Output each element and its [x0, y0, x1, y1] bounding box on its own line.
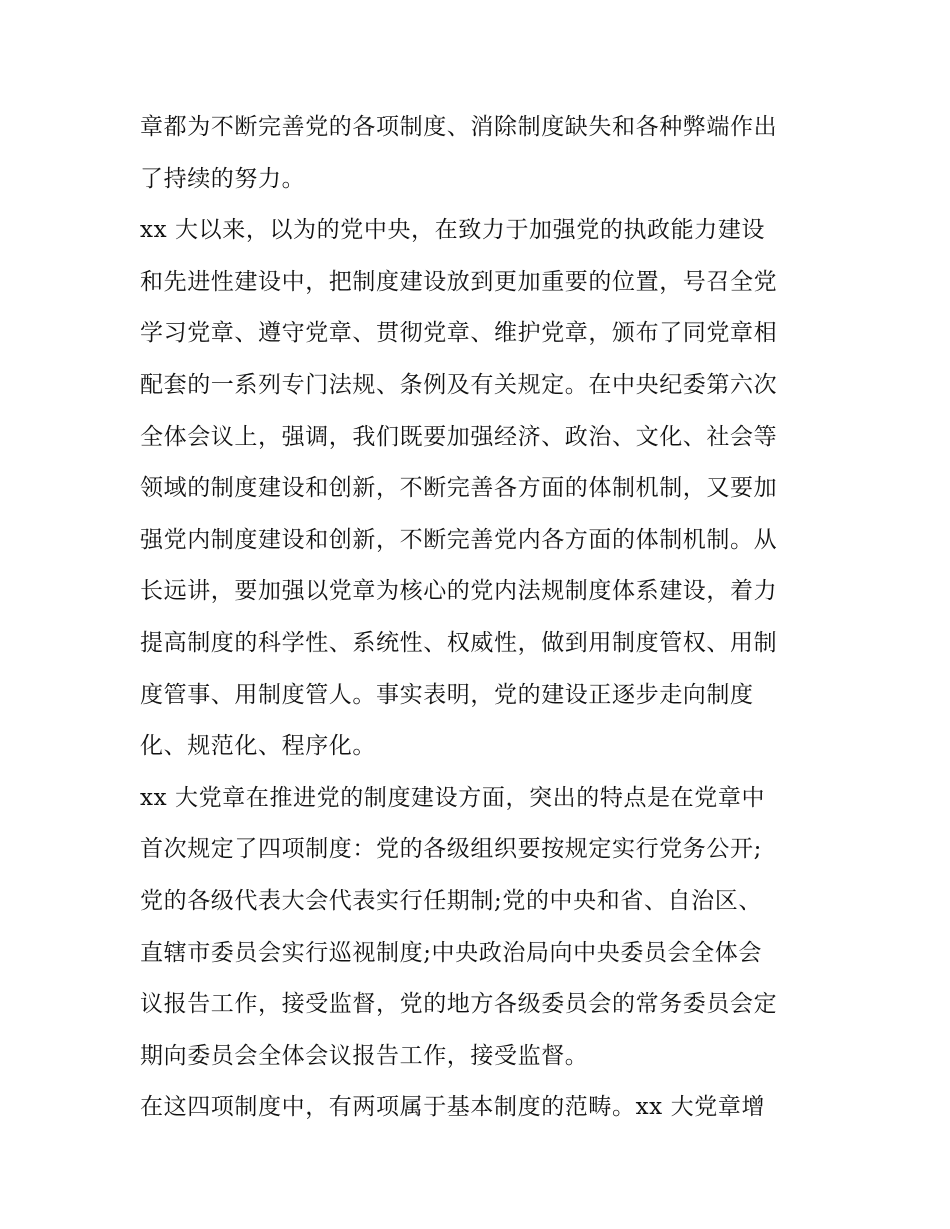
text-line: 化、规范化、程序化。	[140, 733, 376, 760]
text-line: 度管事、用制度管人。事实表明，党的建设正逐步走向制度	[140, 681, 754, 708]
text-line: 首次规定了四项制度：党的各级组织要按规定实行党务公开;	[140, 836, 762, 863]
text-line: 了持续的努力。	[140, 165, 306, 192]
text-line: 提高制度的科学性、系统性、权威性，做到用制度管权、用制	[140, 629, 778, 656]
text-line: xx 大以来，以为的党中央，在致力于加强党的执政能力建设	[140, 217, 766, 244]
text-line: 全体会议上，强调，我们既要加强经济、政治、文化、社会等	[140, 423, 778, 450]
text-line: 章都为不断完善党的各项制度、消除制度缺失和各种弊端作出	[140, 114, 778, 140]
text-line: 在这四项制度中，有两项属于基本制度的范畴。xx 大党章增	[140, 1094, 766, 1121]
text-line: 领域的制度建设和创新，不断完善各方面的体制机制，又要加	[140, 475, 778, 502]
text-line: 强党内制度建设和创新，不断完善党内各方面的体制机制。从	[140, 526, 778, 553]
text-line: 配套的一系列专门法规、条例及有关规定。在中央纪委第六次	[140, 371, 778, 398]
body-text	[140, 102, 820, 1134]
text-line: 直辖市委员会实行巡视制度;中央政治局向中央委员会全体会	[140, 939, 762, 966]
text-line: 学习党章、遵守党章、贯彻党章、维护党章，颁布了同党章相	[140, 320, 778, 347]
text-line: 长远讲，要加强以党章为核心的党内法规制度体系建设，着力	[140, 578, 778, 605]
text-line: 议报告工作，接受监督，党的地方各级委员会的常务委员会定	[140, 991, 778, 1018]
text-line: 期向委员会全体会议报告工作，接受监督。	[140, 1042, 589, 1069]
text-line: xx 大党章在推进党的制度建设方面，突出的特点是在党章中	[140, 784, 766, 811]
text-line: 和先进性建设中，把制度建设放到更加重要的位置，号召全党	[140, 268, 778, 295]
text-line: 党的各级代表大会代表实行任期制;党的中央和省、自治区、	[140, 887, 762, 914]
